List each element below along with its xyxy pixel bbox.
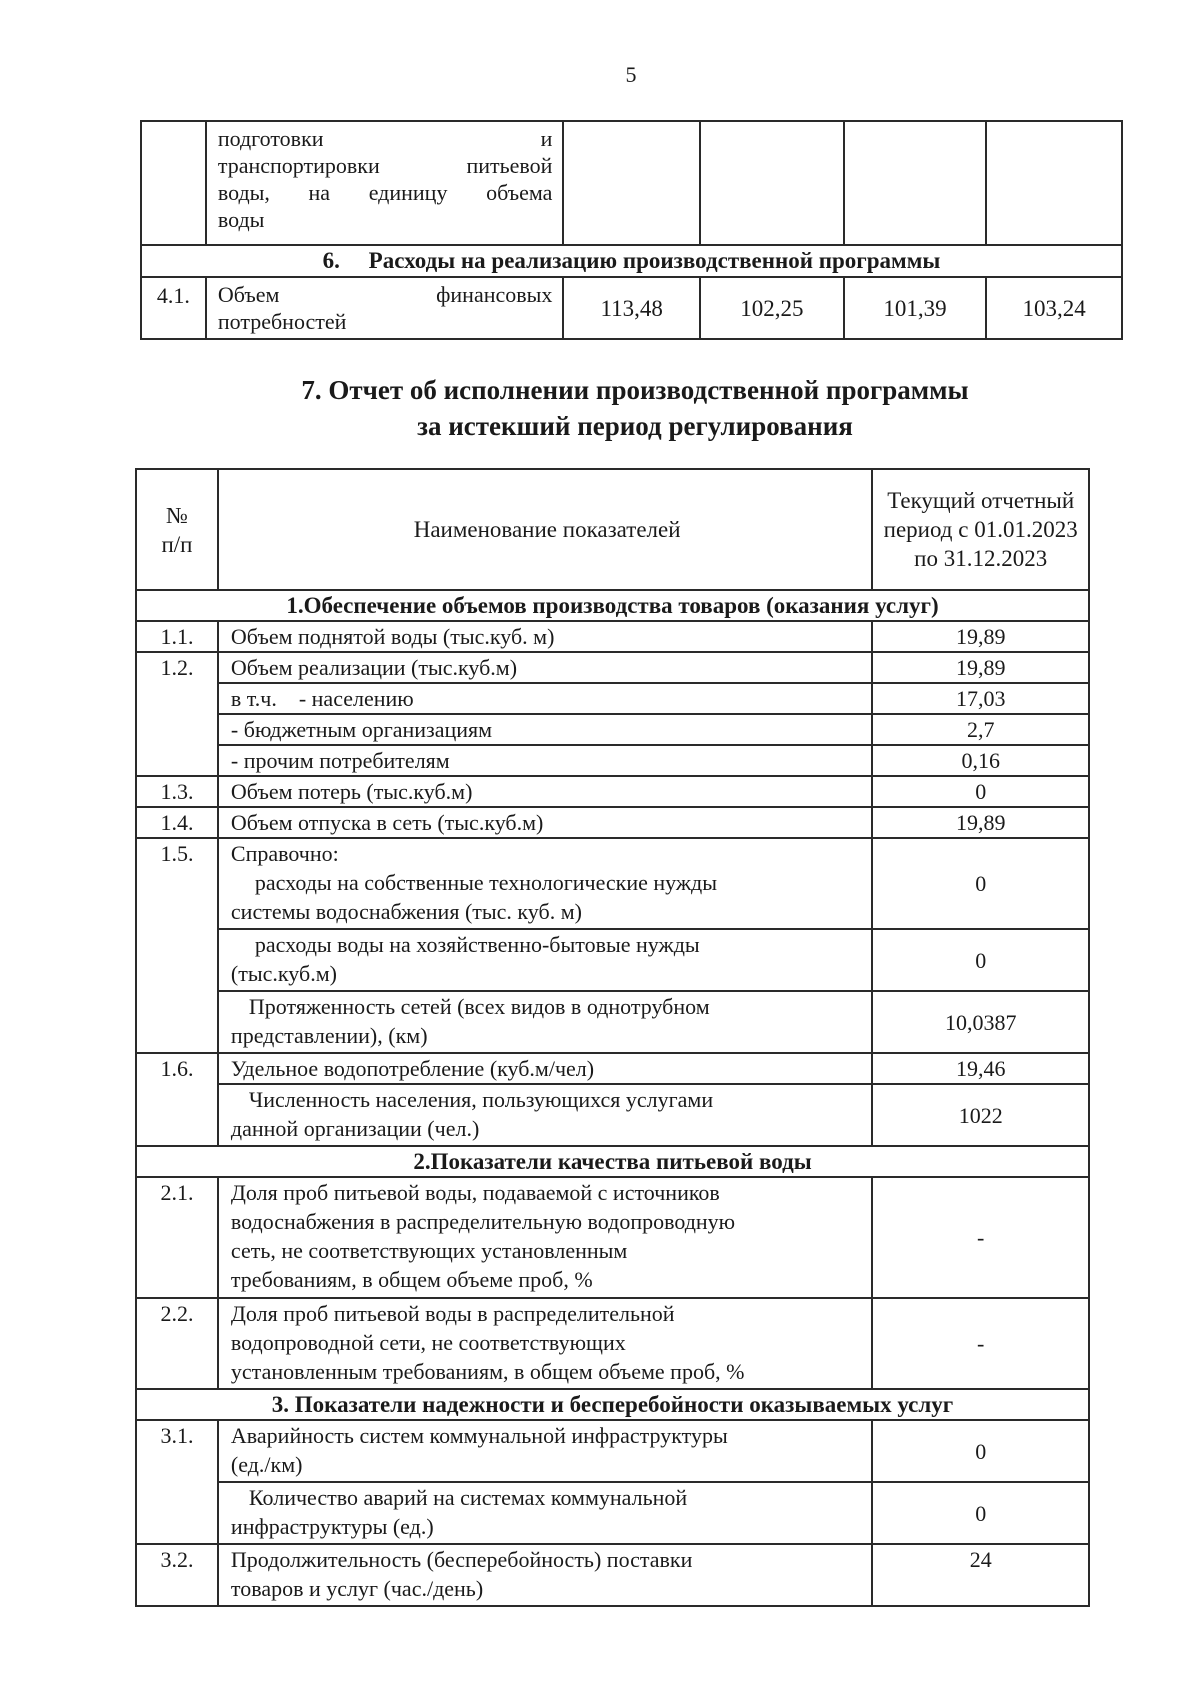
report-table [135,468,1090,1607]
section-row [136,1146,1089,1177]
value-cell: 102,25 [700,277,844,339]
table-row: 3.2. Продолжительность (бесперебойность) поставки товаров и услуг (час./день) 24 [136,1544,1089,1606]
table-row: 1.4. Объем отпуска в сеть (тыс.куб.м) 19,89 [136,807,1089,838]
table-row: 1.3. Объем потерь (тыс.куб.м) 0 [136,776,1089,807]
table-row: 1.1. Объем поднятой воды (тыс.куб. м) 19,89 [136,621,1089,652]
value-cell: 103,24 [986,277,1122,339]
indicator-name: Объем финансовых потребностей [206,277,564,339]
table-row: Численность населения, пользующихся услугами данной организации (чел.) 1022 [136,1084,1089,1146]
section-title: 3. Показатели надежности и бесперебойности оказываемых услуг [136,1389,1089,1420]
column-header-name: Наименование показателей [218,469,872,590]
table-row: в т.ч. - населению 17,03 [136,683,1089,714]
section-heading: 7. Отчет об исполнении производственной программы за истекший период регулирования [301,375,969,441]
indicator-name-continued: подготовки и транспортировки питьевой воды, на единицу объема воды [206,121,564,245]
section-row [136,590,1089,621]
table-row: - прочим потребителям 0,16 [136,745,1089,776]
table-row: Протяженность сетей (всех видов в однотрубном представлении), (км) 10,0387 [136,991,1089,1053]
table-row: 2.1. Доля проб питьевой воды, подаваемой с источников водоснабжения в распределительную водопроводную сеть, не соответствующих установленным требованиям, в общем объеме проб, % - [136,1177,1089,1298]
page-number: 5 [625,62,637,87]
table-row [141,121,1122,245]
column-header-period: Текущий отчетный период с 01.01.2023 по 31.12.2023 [872,469,1089,590]
table-row: 1.5. Справочно: расходы на собственные технологические нужды системы водоснабжения (тыс. куб. м) 0 [136,838,1089,929]
table-row: Количество аварий на системах коммунальной инфраструктуры (ед.) 0 [136,1482,1089,1544]
table-row: расходы воды на хозяйственно-бытовые нужды (тыс.куб.м) 0 [136,929,1089,991]
section-row [136,1389,1089,1420]
table-row: 1.6. Удельное водопотребление (куб.м/чел) 19,46 [136,1053,1089,1084]
section-row [141,245,1122,277]
section-title: 1.Обеспечение объемов производства товаров (оказания услуг) [136,590,1089,621]
row-number: 4.1. [141,277,206,339]
table-row [141,277,1122,339]
table-row: - бюджетным организациям 2,7 [136,714,1089,745]
table-row: 2.2. Доля проб питьевой воды в распределительной водопроводной сети, не соответствующих установленным требованиям, в общем объеме проб, % - [136,1298,1089,1389]
section-title: 2.Показатели качества питьевой воды [136,1146,1089,1177]
value-cell: 101,39 [844,277,987,339]
header-row [136,469,1089,590]
column-header-number: № п/п [136,469,218,590]
table-row: 1.2. Объем реализации (тыс.куб.м) 19,89 [136,652,1089,683]
value-cell: 113,48 [563,277,700,339]
financial-table [140,120,1123,340]
section-title: 6. Расходы на реализацию производственной программы [141,245,1122,277]
table-row: 3.1. Аварийность систем коммунальной инфраструктуры (ед./км) 0 [136,1420,1089,1482]
